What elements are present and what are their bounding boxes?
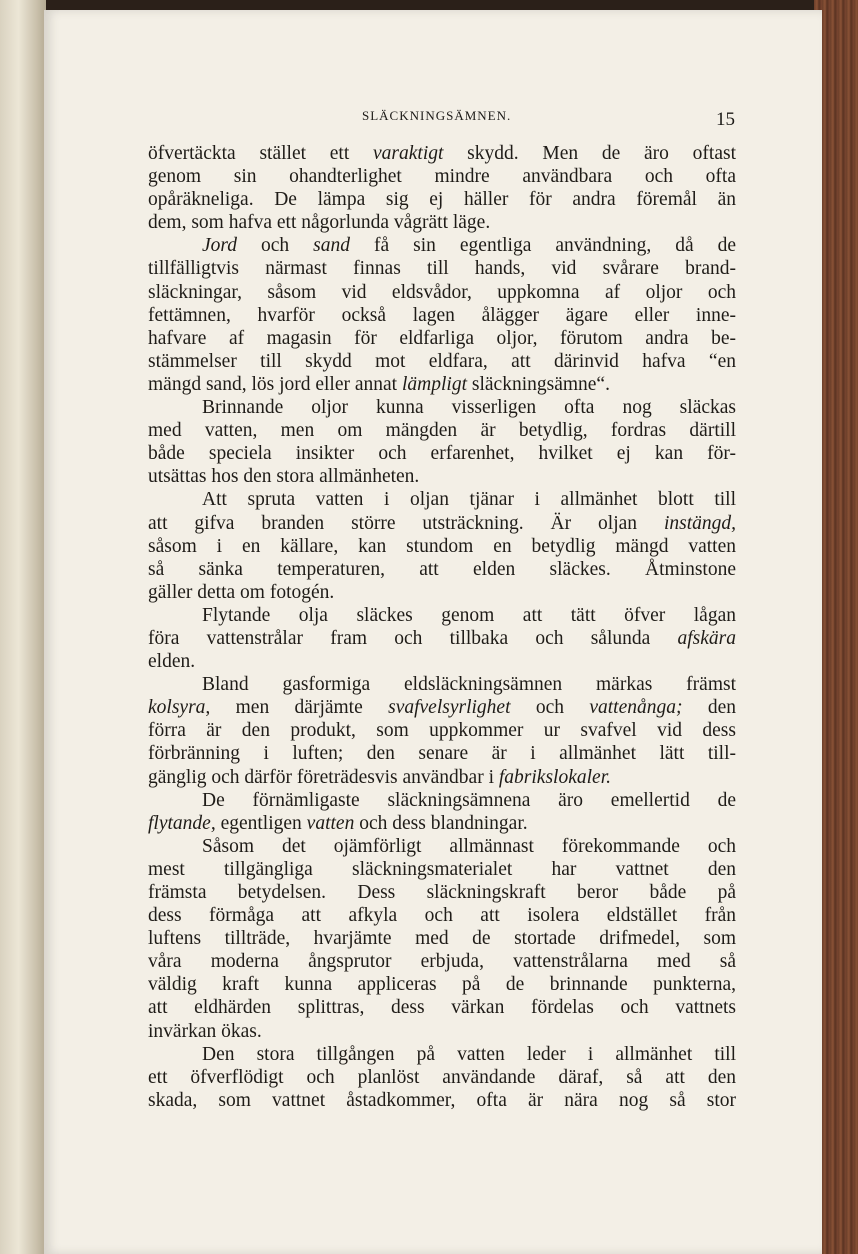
italic-text: vatten: [306, 812, 355, 834]
text-line: [148, 881, 736, 904]
text-line: [148, 650, 736, 673]
text-line: [148, 304, 736, 327]
italic-text: vattenånga;: [589, 697, 683, 719]
italic-text: fabrikslokaler.: [498, 766, 611, 788]
text-run: Den stora tillgången på vatten leder i allmänhet till: [202, 1043, 736, 1065]
text-line: [148, 488, 736, 511]
text-line: [148, 165, 736, 188]
text-run: Att spruta vatten i oljan tjänar i allmänhet blott till: [202, 489, 736, 511]
text-line: [148, 742, 736, 765]
text-line: [148, 281, 736, 304]
text-run: opåräkneliga. De lämpa sig ej häller för andra föremål än: [148, 189, 736, 211]
text-run: gänglig och därför företrädesvis användbar i: [148, 766, 499, 788]
text-run: Brinnande oljor kunna visserligen ofta nog släckas: [202, 397, 736, 419]
text-run: men därjämte: [210, 697, 389, 719]
text-line: [148, 604, 736, 627]
text-line: [148, 1066, 736, 1089]
text-line: [148, 812, 736, 835]
book-page: [44, 10, 822, 1254]
text-run: både speciela insikter och erfarenhet, hvilket ej kan för-: [148, 443, 736, 465]
italic-text: varaktigt: [373, 143, 444, 164]
italic-text: afskära: [677, 627, 736, 649]
text-run: ett öfverflödigt och planlöst användande däraf, så att den: [148, 1066, 736, 1088]
text-line: [148, 257, 736, 280]
text-run: skada, som vattnet åstadkommer, ofta är nära nog så stor: [148, 1089, 736, 1111]
text-run: fettämnen, hvarför också lagen ålägger ägare eller inne-: [148, 304, 736, 326]
text-run: De förnämligaste släckningsämnena äro emellertid de: [202, 789, 736, 811]
text-line: [148, 211, 736, 234]
italic-text: kolsyra,: [148, 697, 211, 719]
text-line: [148, 996, 736, 1019]
text-run: våra moderna ångsprutor erbjuda, vattenstrålarna med så: [148, 951, 736, 973]
page-number: 15: [716, 109, 735, 130]
text-run: och: [237, 235, 314, 257]
text-line: [148, 581, 736, 604]
italic-text: lämpligt: [401, 373, 467, 395]
text-run: egentligen: [215, 812, 307, 834]
text-run: förbränning i luften; den senare är i allmänhet lätt till-: [148, 743, 736, 765]
text-line: [148, 442, 736, 465]
text-line: [148, 1089, 736, 1112]
italic-text: sand: [313, 235, 351, 257]
page-stack-left: [0, 0, 46, 1254]
text-line: [148, 188, 736, 211]
text-line: [148, 350, 736, 373]
text-run: genom sin ohandterlighet mindre användbara och ofta: [148, 166, 736, 188]
text-line: [148, 512, 736, 535]
text-run: släckningsämne“.: [467, 373, 610, 395]
text-run: att gifva branden större utsträckning. Är oljan: [148, 512, 664, 534]
text-run: främsta betydelsen. Dess släckningskraft beror både på: [148, 882, 736, 903]
text-run: Flytande olja släckes genom att tätt öfver lågan: [202, 604, 736, 626]
text-run: få sin egentliga användning, då de: [350, 235, 736, 257]
text-run: föra vattenstrålar fram och tillbaka och sålunda: [148, 627, 678, 649]
text-run: Såsom det ojämförligt allmännast förekommande och: [202, 835, 736, 857]
italic-text: instängd,: [663, 512, 736, 534]
text-run: och dess blandningar.: [354, 812, 528, 834]
text-run: hafvare af magasin för eldfarliga oljor, förutom andra be-: [148, 327, 736, 349]
text-run: stämmelser till skydd mot eldfara, att därinvid hafva “en: [148, 350, 736, 372]
text-run: såsom i en källare, kan stundom en betydlig mängd vatten: [148, 535, 736, 557]
text-line: [148, 1020, 736, 1043]
text-line: [148, 927, 736, 950]
text-line: [148, 558, 736, 581]
text-line: [148, 766, 736, 789]
body-text: [148, 142, 736, 1112]
text-run: öfvertäckta stället ett: [148, 143, 373, 164]
text-run: med vatten, men om mängden är betydlig, fordras därtill: [148, 420, 736, 442]
text-run: mest tillgängliga släckningsmaterialet har vattnet den: [148, 858, 736, 880]
text-line: [148, 789, 736, 812]
text-run: luftens tillträde, hvarjämte med de stortade drifmedel, som: [148, 928, 736, 950]
text-run: skydd. Men de äro oftast: [443, 143, 736, 164]
text-run: dess förmåga att afkyla och att isolera eldstället från: [148, 905, 736, 927]
text-run: tillfälligtvis närmast finnas till hands, vid svårare brand-: [148, 258, 736, 280]
text-line: [148, 673, 736, 696]
text-run: släckningar, såsom vid eldsvådor, uppkomna af oljor och: [148, 281, 736, 303]
text-line: [148, 835, 736, 858]
text-line: [148, 142, 736, 165]
text-line: [148, 719, 736, 742]
text-run: elden.: [148, 651, 196, 673]
text-run: att eldhärden splittras, dess värkan fördelas och vattnets: [148, 997, 736, 1019]
text-line: [148, 327, 736, 350]
text-line: [148, 234, 736, 257]
text-line: [148, 950, 736, 973]
text-line: [148, 396, 736, 419]
text-line: [148, 973, 736, 996]
italic-text: svafvelsyrlighet: [388, 697, 511, 719]
text-run: Bland gasformiga eldsläckningsämnen märkas främst: [202, 674, 736, 696]
text-run: väldig kraft kunna appliceras på de brinnande punkterna,: [148, 974, 736, 996]
text-run: dem, som hafva ett någorlunda vågrätt läge.: [148, 212, 491, 234]
text-line: [148, 858, 736, 881]
text-line: [148, 535, 736, 558]
text-run: gäller detta om fotogén.: [148, 581, 335, 603]
text-line: [148, 373, 736, 396]
text-line: [148, 904, 736, 927]
text-run: och: [510, 697, 590, 719]
text-line: [148, 465, 736, 488]
text-line: [148, 627, 736, 650]
text-run: mängd sand, lös jord eller annat: [148, 373, 402, 395]
text-line: [148, 419, 736, 442]
text-run: utsättas hos den stora allmänheten.: [148, 466, 420, 488]
text-run: förra är den produkt, som uppkommer ur svafvel vid dess: [148, 720, 736, 742]
text-run: den: [682, 697, 737, 719]
text-line: [148, 1043, 736, 1066]
running-head: SLÄCKNINGSÄMNEN.: [362, 108, 512, 123]
text-line: [148, 696, 736, 719]
text-run: invärkan ökas.: [148, 1020, 262, 1042]
italic-text: flytande,: [148, 812, 216, 834]
text-run: så sänka temperaturen, att elden släckes. Åtminstone: [148, 558, 736, 580]
italic-text: Jord: [202, 235, 238, 257]
